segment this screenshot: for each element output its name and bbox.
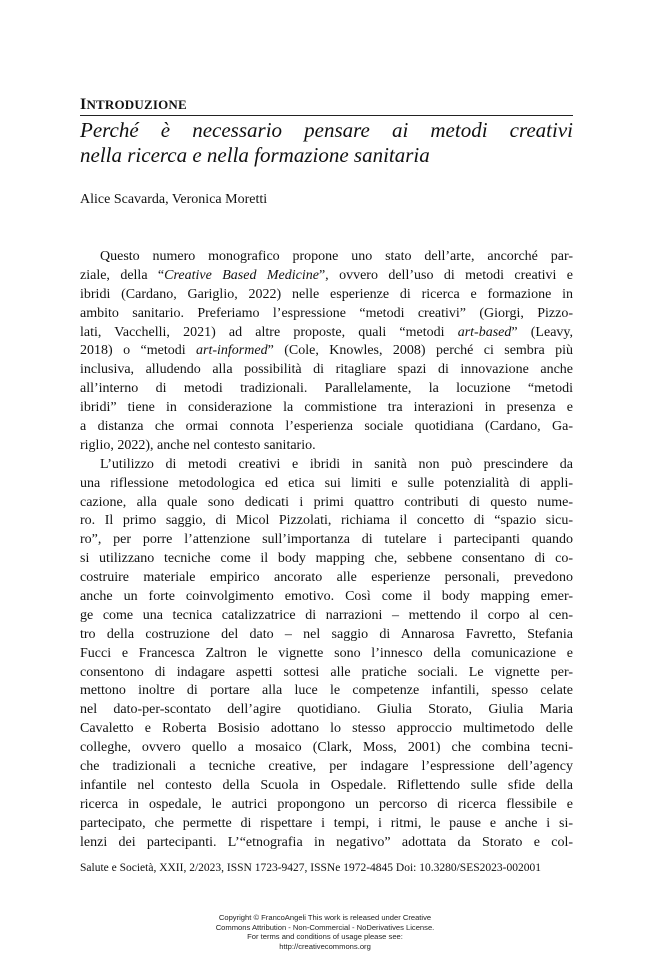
article-body [80,248,573,853]
text-line: Cavaletto e Roberta Bosisio adottano lo stesso approccio multimetodo delle [80,721,573,737]
text-line: consentono di indagare aspetti sottesi alle pratiche sociali. Le vignette per- [80,664,573,680]
text-line: Fucci e Francesca Zaltron le vignette sono l’innesco della comunicazione e [80,645,573,661]
text-line: partecipato, che permette di rispettare i tempi, i ritmi, le pause e anche i si- [80,815,573,831]
title-line-1: Perché è necessario pensare ai metodi creativi [80,118,573,142]
text-line: nel dato-per-scontato dell’agire quotidiano. Giulia Storato, Giulia Maria [80,702,573,718]
text-line: cazione, alla quale sono dedicati i primi quattro contributi di questo nume- [80,494,573,510]
text-line: inclusiva, alludendo alla possibilità di ritagliare spazi di innovazione anche [80,362,573,378]
text-line: ricerca in ospedale, le autrici propongono un percorso di ricerca flessibile e [80,796,573,812]
section-heading [80,95,573,116]
text-line: Questo numero monografico propone uno stato dell’arte, ancorché par- [100,249,573,264]
text-line: ro”, per porre l’attenzione sull’importanza di tutelare i partecipanti quando [80,532,573,548]
article-title [80,118,573,168]
text-line: ge come una tecnica catalizzatrice di narrazioni – mettendo il corpo al cen- [80,607,573,623]
license-line-1: Copyright © FrancoAngeli This work is released under Creative [218,913,432,922]
text-line: L’utilizzo di metodi creativi e ibridi in sanità non può prescindere da [100,456,573,472]
text-line: ro. Il primo saggio, di Micol Pizzolati, richiama il concetto di “spazio sicu- [80,513,573,529]
authors: Alice Scavarda, Veronica Moretti [80,192,268,207]
paragraph-1 [80,248,573,456]
text-line: all’interno di metodi tradizionali. Parallelamente, la locuzione “metodi [80,381,573,397]
text-line: ambito sanitario. Preferiamo l’espressione “metodi creativi” (Giorgi, Pizzo- [80,305,573,321]
text-line: infantile nel contesto della Scuola in Ospedale. Riflettendo sulle sfide della [80,777,573,793]
journal-citation: Salute e Società, XXII, 2/2023, ISSN 1723-9427, ISSNe 1972-4845 Doi: 10.3280/SES2023-002001 [80,862,541,874]
text-line: lati, Vacchelli, 2021) ad altre proposte, quali “metodi art-based” (Leavy, [80,324,574,340]
license-line-2: Commons Attribution - Non-Commercial - NoDerivatives License. [215,922,435,932]
text-line: a distanza che ormai connota l’esperienza sociale quotidiana (Cardano, Ga- [80,419,573,435]
text-line: tro della costruzione del dato – nel saggio di Annarosa Favretto, Stefania [80,626,573,642]
text-line: ziale, della “Creative Based Medicine”, ovvero dell’uso di metodi creativi e [80,267,574,283]
text-line: mettono inoltre di portare alla luce le competenze infantili, spesso celate [80,683,573,699]
text-line: costruire materiale empirico ancorato alle esperienze personali, prevedono [80,570,573,586]
text-line: si utilizzano tecniche come il body mapping che, sebbene consentano di co- [80,551,573,567]
text-line: che tradizionali a tecniche creative, per indagare l’espressione dell’agency [80,759,573,775]
text-line: anche un forte coinvolgimento emotivo. Così come il body mapping emer- [80,589,573,605]
text-line: una riflessione metodologica ed etica sui limiti e sulle potenzialità di appli- [80,475,573,491]
section-heading-initial: I [80,96,87,113]
license-line-3: For terms and conditions of usage please see: [247,932,403,942]
text-line: riglio, 2022), anche nel contesto sanitario. [80,437,316,453]
section-heading-rest: NTRODUZIONE [86,97,187,112]
text-line: ibridi” tiene in considerazione la commistione tra interazioni in presenza e [80,400,573,416]
text-line: colleghe, ovvero quello a mosaico (Clark, Moss, 2001) che combina tecni- [80,740,573,756]
text-line: ibridi (Cardano, Gariglio, 2022) nelle esperienze di ricerca e formazione in [80,286,573,302]
title-line-2: nella ricerca e nella formazione sanitaria [80,143,430,167]
paragraph-2 [80,456,573,853]
text-line: lenzi dei partecipanti. L’“etnografia in negativo” adottata da Storato e col- [80,834,573,850]
license-notice [175,913,475,951]
text-line: 2018) o “metodi art-informed” (Cole, Knowles, 2008) perché ci sembra più [80,343,573,359]
license-link[interactable]: http://creativecommons.org [279,941,371,951]
